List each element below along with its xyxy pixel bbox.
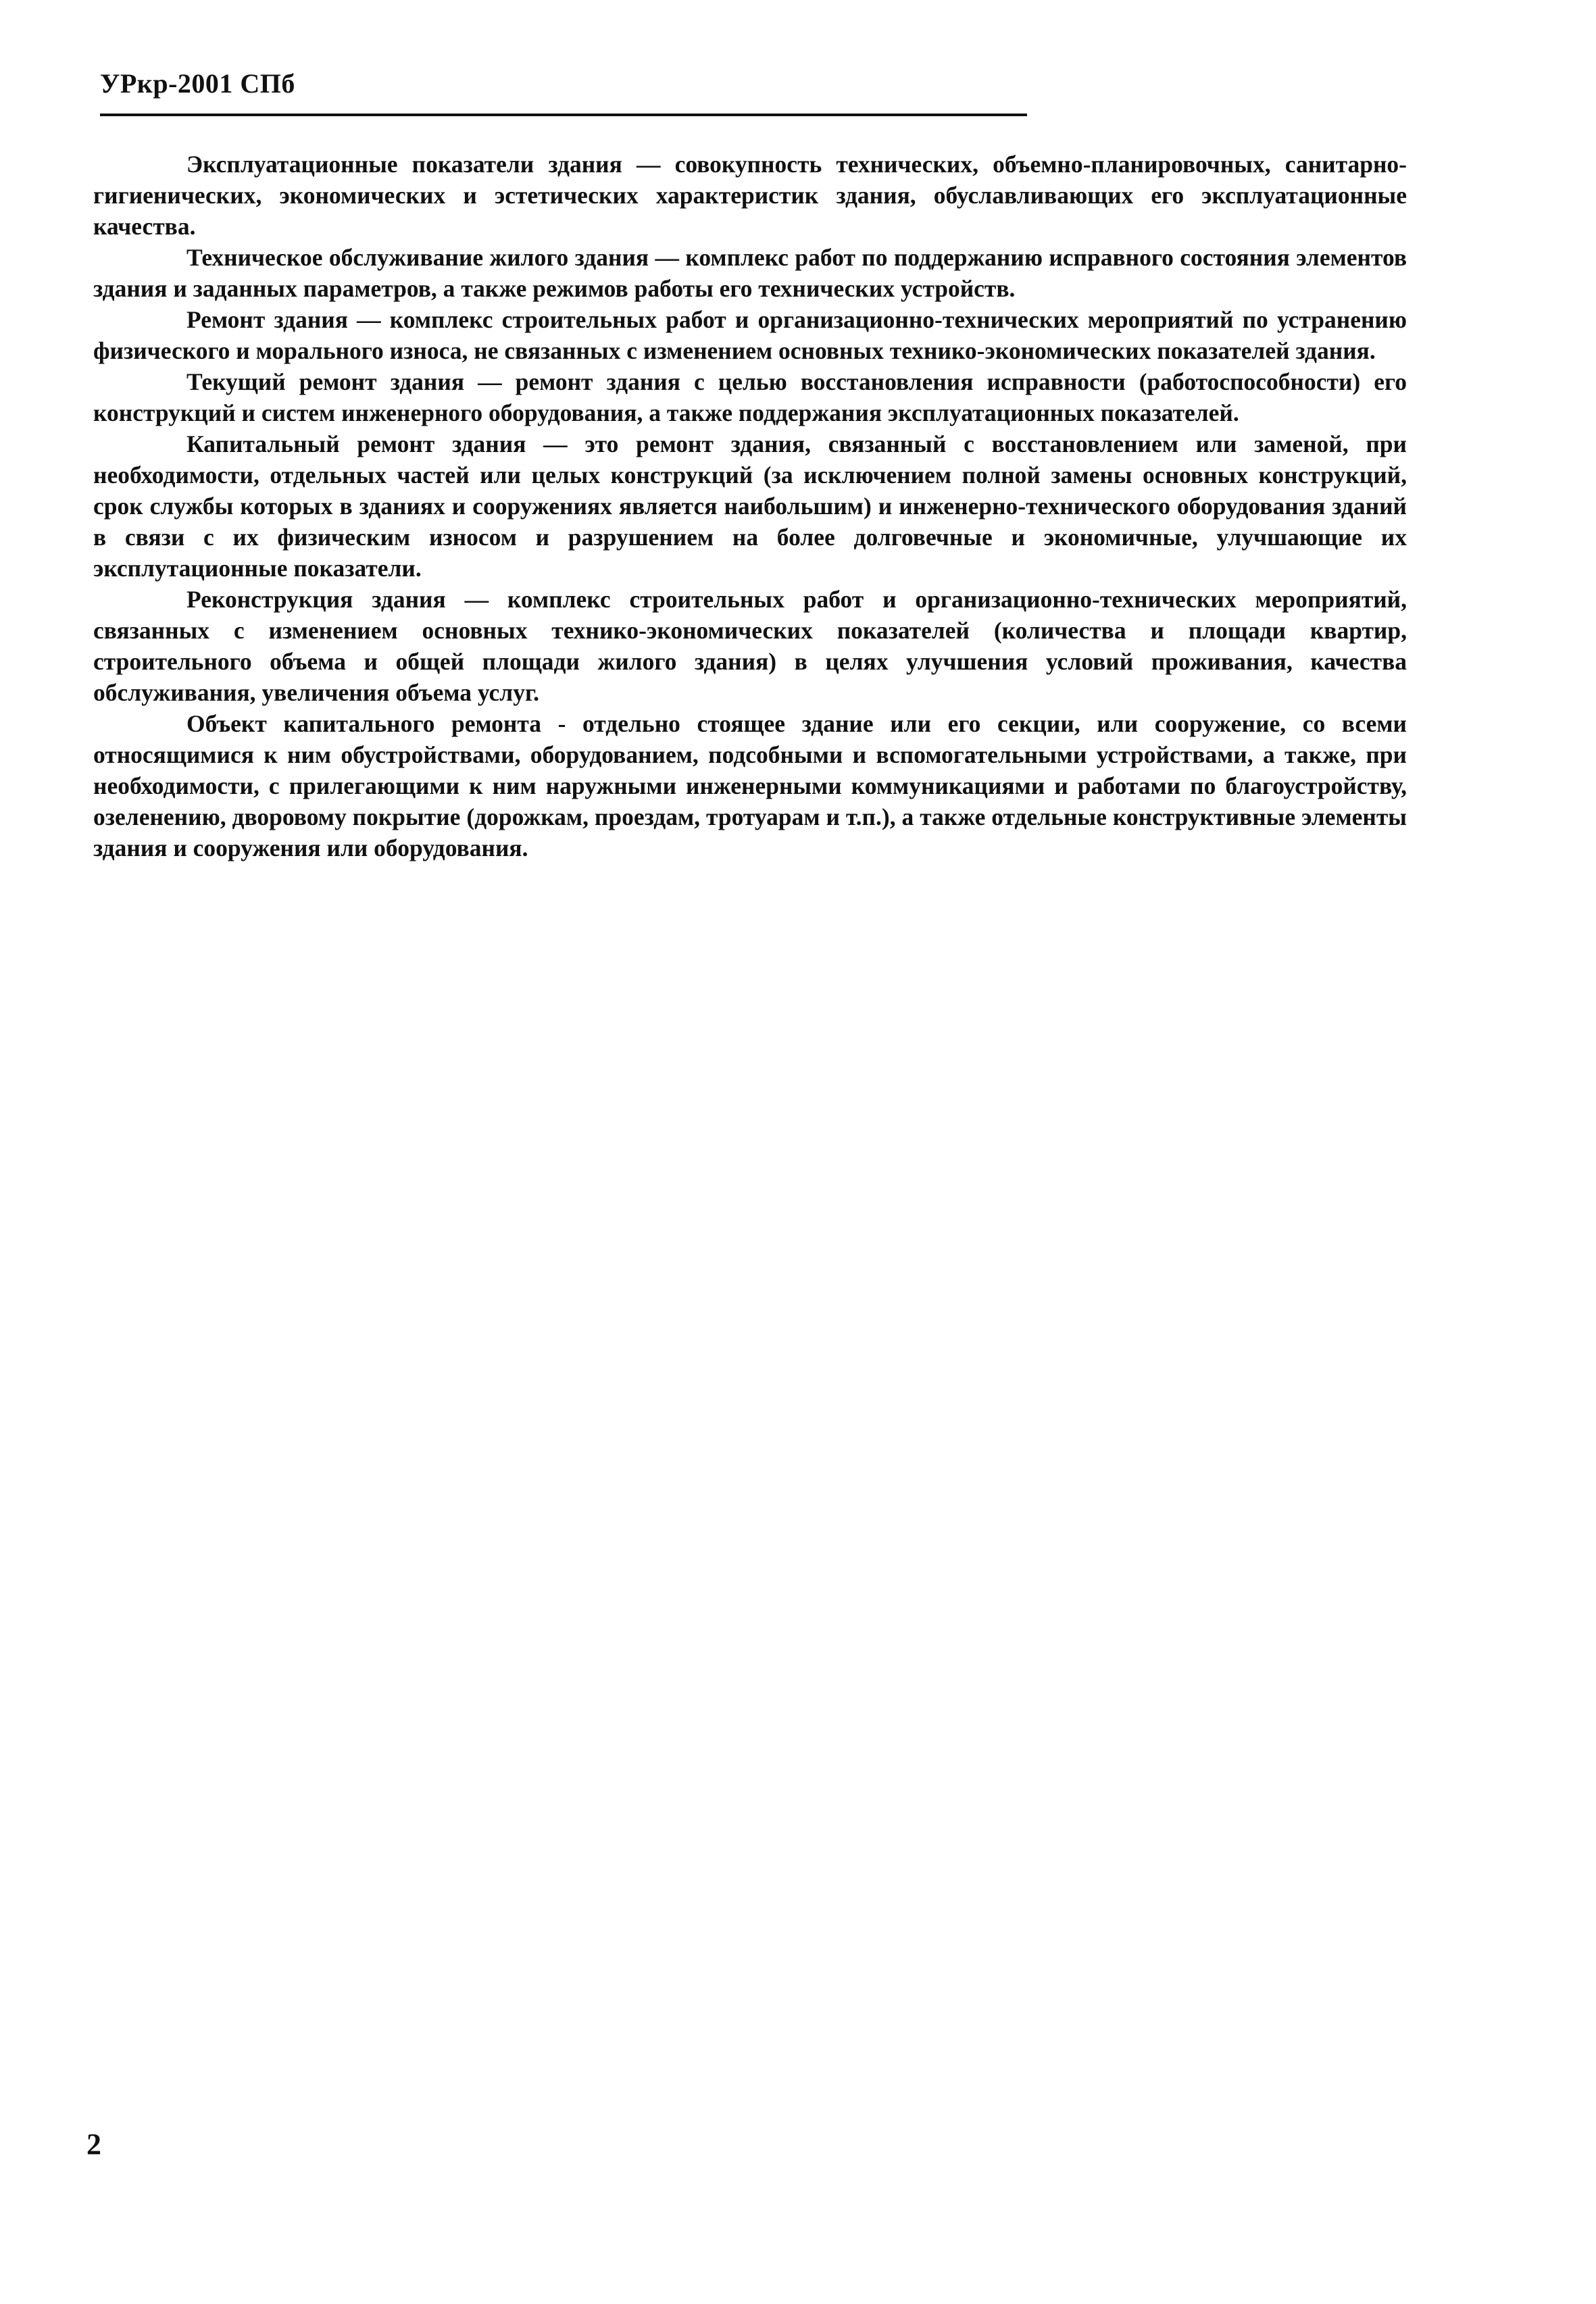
document-body bbox=[93, 149, 1407, 863]
paragraph-repair: Ремонт здания — комплекс строительных работ и организационно-технических мероприятий по устранению физического и морального износа, не связанных с изменением основных технико-экономических показателей здания. bbox=[93, 306, 1407, 364]
paragraph-capital-repair: Капитальный ремонт здания — это ремонт здания, связанный с восстановлением или заменой, при необходимости, отдельных частей или целых конструкций (за исключением полной замены основных конструкций, срок службы которых в зданиях и сооружениях является наибольшим) и инженерно-технического оборудования зданий в связи с их физическим износом и разрушением на более долговечные и экономичные, улучшающие их эксплутационные показатели. bbox=[93, 430, 1407, 582]
paragraph-capital-repair-object: Объект капитального ремонта - отдельно стоящее здание или его секции, или сооружение, со всеми относящимися к ним обустройствами, оборудованием, подсобными и вспомогательными устройствами, а также, при необходимости, с прилегающими к ним наружными инженерными коммуникациями и работами по благоустройству, озеленению, дворовому покрытие (дорожкам, проездам, тротуарам и т.п.), а также отдельные конструктивные элементы здания и сооружения или оборудования. bbox=[93, 710, 1407, 861]
header-divider bbox=[100, 114, 1027, 116]
page-number: 2 bbox=[86, 2128, 101, 2161]
paragraph-maintenance: Техническое обслуживание жилого здания — комплекс работ по поддержанию исправного состояния элементов здания и заданных параметров, а также режимов работы его технических устройств. bbox=[93, 244, 1407, 302]
paragraph-reconstruction: Реконструкция здания — комплекс строительных работ и организационно-технических мероприятий, связанных с изменением основных технико-экономических показателей (количества и площади квартир, строительного объема и общей площади жилого здания) в целях улучшения условий проживания, качества обслуживания, увеличения объема услуг. bbox=[93, 586, 1407, 706]
paragraph-current-repair: Текущий ремонт здания — ремонт здания с целью восстановления исправности (работоспособности) его конструкций и систем инженерного оборудования, а также поддержания эксплуатационных показателей. bbox=[93, 368, 1407, 426]
paragraph-operational-indicators: Эксплуатационные показатели здания — совокупность технических, объемно-планировочных, санитарно-гигиенических, экономических и эстетических характеристик здания, обуславливающих его эксплуатационные качества. bbox=[93, 151, 1407, 240]
document-code: УРкр-2001 СПб bbox=[100, 68, 295, 99]
page-header bbox=[100, 68, 1027, 122]
